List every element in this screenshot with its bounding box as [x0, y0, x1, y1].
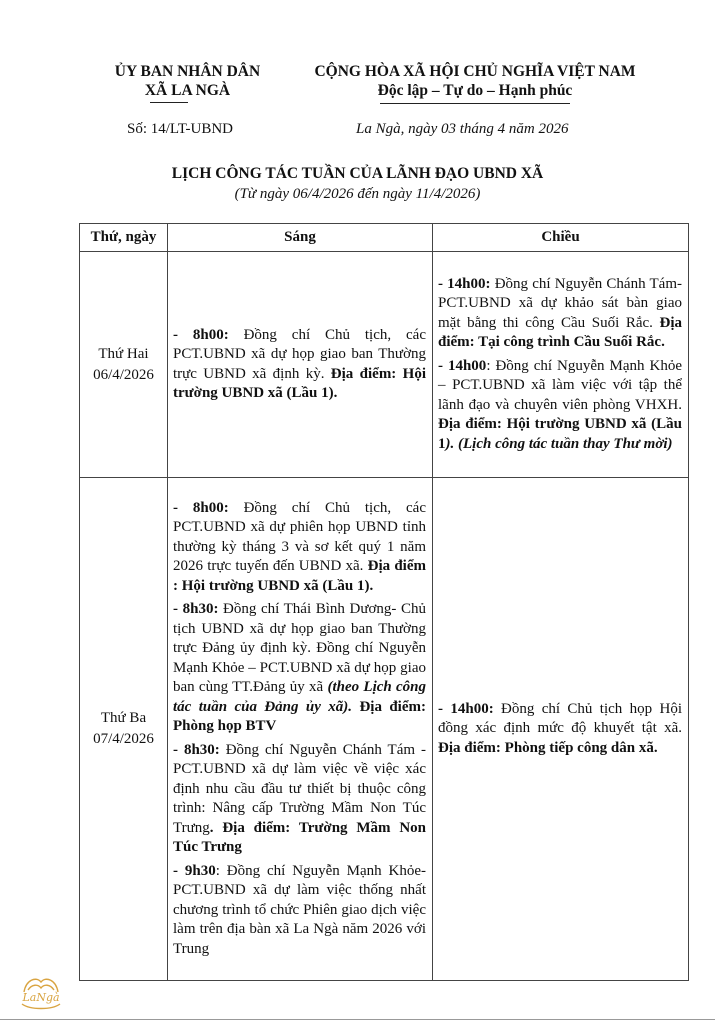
- morning-cell: [168, 478, 433, 981]
- morning-cell: [168, 252, 433, 478]
- page-subtitle: (Từ ngày 06/4/2026 đến ngày 11/4/2026): [234, 186, 481, 202]
- event-text: Đồng chí Chủ tịch, các PCT.UBND xã dự họp giao ban Thường trực UBND xã định kỳ.: [173, 326, 426, 382]
- event-text: Đồng chí Thái Bình Dương- Chủ tịch UBND xã dự họp giao ban Thường trực Đảng ủy định kỳ. Đồng chí Nguyễn Mạnh Khỏe – PCT.UBND xã dự họp giao ban cùng TT.Đảng ủy xã: [173, 601, 426, 696]
- event-text: Đồng chí Chủ tịch, các PCT.UBND xã dự phiên họp UBND tỉnh thường kỳ tháng 3 và sơ kết quý 1 năm 2026 trực tuyến đến UBND xã.: [173, 499, 426, 575]
- page-title: LỊCH CÔNG TÁC TUẦN CỦA LÃNH ĐẠO UBND XÃ: [171, 165, 544, 182]
- motto-underline: [380, 103, 570, 104]
- event-text: : Đồng chí Nguyễn Mạnh Khỏe-PCT.UBND xã dự làm việc thống nhất chương trình tổ chức Phiên giao dịch việc làm trên địa bàn xã La Ngà năm 2026 với Trung: [173, 862, 426, 957]
- page-bottom-rule: [0, 1019, 715, 1020]
- la-nga-logo: [14, 970, 68, 1020]
- event-time: - 8h00:: [173, 326, 229, 343]
- event-item: [173, 499, 426, 597]
- event-note: (theo Lịch công tác tuần của Đảng ủy xã).: [173, 679, 427, 715]
- event-time: - 8h30:: [173, 741, 220, 758]
- document-number: Số: 14/LT-UBND: [127, 121, 233, 137]
- logo-lettering: LaNgà: [22, 991, 60, 1004]
- org-underline: [150, 102, 188, 103]
- day-date: 07/4/2026: [93, 731, 154, 747]
- table-row: [80, 478, 689, 981]
- event-item: [173, 600, 426, 737]
- day-cell: [80, 478, 168, 981]
- event-time: - 14h00:: [438, 700, 494, 717]
- event-location: Địa điểm: Phòng tiếp công dân xã.: [438, 739, 658, 756]
- schedule-table: [79, 223, 689, 981]
- nation-name: CỘNG HÒA XÃ HỘI CHỦ NGHĨA VIỆT NAM: [314, 63, 636, 80]
- event-note: ). (Lịch công tác tuần thay Thư mời): [445, 435, 673, 452]
- event-location: Địa điểm: Hội trường UBND xã (Lầu 1: [438, 416, 682, 452]
- event-text: Đồng chí Nguyễn Chánh Tám -PCT.UBND xã dự làm việc về việc xác định nhu cầu đầu tư thiết bị thuộc công trình: Nâng cấp Trường Mầm Non Túc Trưng: [173, 741, 426, 836]
- event-time: - 14h00:: [438, 275, 491, 292]
- event-location: Địa điểm: Tại công trình Cầu Suối Rắc.: [438, 314, 682, 351]
- header-morning: Sáng: [168, 224, 433, 252]
- event-item: [438, 357, 682, 455]
- event-item: [438, 700, 682, 759]
- day-cell: [80, 252, 168, 478]
- event-location: Địa điểm: Phòng họp BTV: [173, 698, 426, 735]
- day-name: Thứ Ba: [100, 710, 147, 726]
- event-text: : Đồng chí Nguyễn Mạnh Khỏe – PCT.UBND xã làm việc với tập thể lãnh đạo và chuyên viên phòng VHXH.: [438, 357, 682, 413]
- event-item: [173, 741, 426, 858]
- event-item: [173, 326, 426, 404]
- event-location: . Địa điểm: Trường Mầm Non Túc Trưng: [173, 819, 426, 856]
- nation-motto: Độc lập – Tự do – Hạnh phúc: [377, 82, 573, 99]
- place-date: La Ngà, ngày 03 tháng 4 năm 2026: [356, 121, 569, 137]
- header-afternoon: Chiều: [433, 224, 689, 252]
- event-item: [438, 275, 682, 353]
- day-date: 06/4/2026: [93, 366, 154, 383]
- org-name-line2: XÃ LA NGÀ: [144, 82, 231, 99]
- day-name: Thứ Hai: [98, 345, 149, 362]
- table-row: [80, 252, 689, 478]
- event-time: - 8h00:: [173, 499, 229, 516]
- afternoon-cell: [433, 478, 689, 981]
- event-time: - 14h00: [438, 357, 487, 374]
- afternoon-cell: [433, 252, 689, 478]
- event-item: [173, 862, 426, 960]
- org-name-line1: ỦY BAN NHÂN DÂN: [114, 63, 261, 80]
- table-header-row: [80, 224, 689, 252]
- event-location: Địa điểm: Hội trường UBND xã (Lầu 1).: [173, 365, 426, 401]
- event-text: Đồng chí Chủ tịch họp Hội đồng xác định mức độ khuyết tật xã.: [438, 700, 683, 737]
- event-text: Đồng chí Nguyễn Chánh Tám- PCT.UBND xã dự khảo sát bàn giao mặt bằng thi công Cầu Suối Rắc.: [438, 275, 682, 331]
- event-time: - 8h30:: [173, 601, 219, 618]
- event-location: Địa điểm : Hội trường UBND xã (Lầu 1).: [173, 558, 426, 594]
- event-time: - 9h30: [173, 862, 216, 879]
- header-day: Thứ, ngày: [80, 224, 168, 252]
